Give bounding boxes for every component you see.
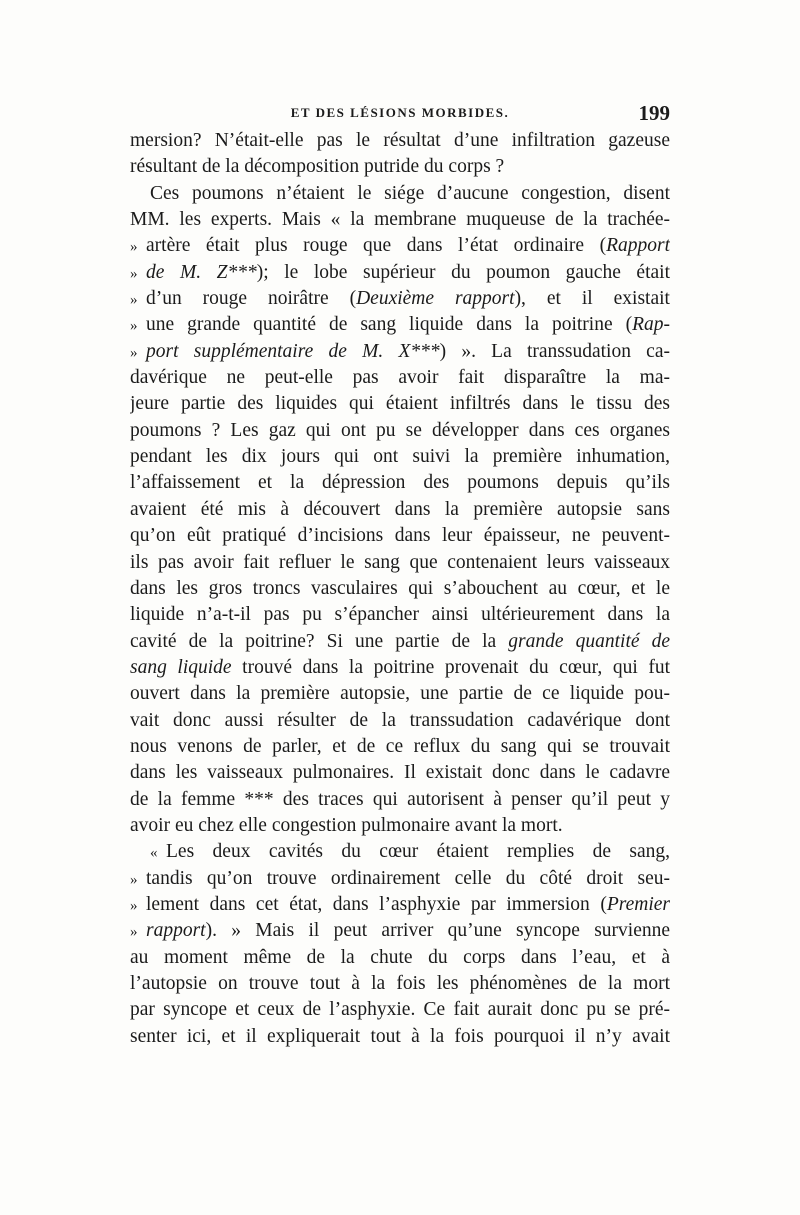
text-line: poumons ? Les gaz qui ont pu se développer dans ces organes [130,419,670,441]
running-header [130,101,670,125]
text-line: dans les gros troncs vasculaires qui s’abouchent au cœur, et le [130,577,670,599]
text-line: senter ici, et il expliquerait tout à la fois pourquoi il n’y avait [130,1025,670,1047]
body-text [130,128,670,1050]
text-line: » tandis qu’on trouve ordinairement celle du côté droit seu- [130,866,670,892]
quote-mark: » [130,318,138,335]
quote-mark: » [130,897,138,914]
text-line: » d’un rouge noirâtre (Deuxième rapport), et il existait [130,286,670,312]
text-line: Ces poumons n’étaient le siége d’aucune congestion, disent [150,182,670,204]
text-line: cavité de la poitrine? Si une partie de la grande quantité de [130,630,670,652]
text-line: résultant de la décomposition putride du corps ? [130,156,505,178]
text-line: sang liquide trouvé dans la poitrine provenait du cœur, qui fut [130,656,670,678]
text-line: avaient été mis à découvert dans la première autopsie sans [130,498,670,520]
quote-mark: » [130,344,138,361]
quote-mark: » [130,239,138,256]
quote-mark: » [130,871,138,888]
text-line: l’autopsie on trouve tout à la fois les phénomènes de la mort [130,973,670,994]
text-line: vait donc aussi résulter de la transsudation cadavérique dont [130,709,670,731]
text-line: avoir eu chez elle congestion pulmonaire avant la mort. [130,814,563,836]
text-line: de la femme *** des traces qui autorisent à penser qu’il peut y [130,788,670,810]
text-line: « Les deux cavités du cœur étaient remplies de sang, [130,839,670,865]
text-line: davérique ne peut-elle pas avoir fait disparaître la ma- [130,367,670,389]
text-line: jeure partie des liquides qui étaient infiltrés dans le tissu des [130,393,670,415]
text-line: » une grande quantité de sang liquide dans la poitrine (Rap- [130,312,670,338]
text-line: ils pas avoir fait refluer le sang que contenaient leurs vaisseaux [130,551,670,573]
text-line: au moment même de la chute du corps dans l’eau, et à [130,946,670,968]
text-line: pendant les dix jours qui ont suivi la première inhumation, [130,446,670,468]
text-line: l’affaissement et la dépression des poumons depuis qu’ils [130,472,670,494]
text-line: » rapport). » Mais il peut arriver qu’une syncope survienne [130,918,670,944]
text-line: » port supplémentaire de M. X***) ». La transsudation ca- [130,339,670,365]
text-line: nous venons de parler, et de ce reflux du sang qui se trouvait [130,735,670,757]
text-line: MM. les experts. Mais « la membrane muqueuse de la trachée- [130,209,670,231]
page-number: 199 [638,101,670,125]
text-line: » artère était plus rouge que dans l’état ordinaire (Rapport [130,233,670,259]
text-line: par syncope et ceux de l’asphyxie. Ce fait aurait donc pu se pré- [130,999,670,1021]
text-line: mersion? N’était-elle pas le résultat d’une infiltration gazeuse [130,130,670,151]
text-line: » de M. Z***); le lobe supérieur du poumon gauche était [130,260,670,286]
quote-mark: « [150,845,158,862]
quote-mark: » [130,265,138,282]
text-line: dans les vaisseaux pulmonaires. Il existait donc dans le cadavre [130,762,670,784]
text-line: ouvert dans la première autopsie, une partie de ce liquide pou- [130,683,670,705]
text-line: » lement dans cet état, dans l’asphyxie par immersion (Premier [130,892,670,918]
quote-mark: » [130,924,138,941]
text-line: liquide n’a-t-il pas pu s’épancher ainsi ultérieurement dans la [130,604,670,626]
running-title: ET DES LÉSIONS MORBIDES. [290,105,510,120]
text-line: qu’on eût pratiqué d’incisions dans leur épaisseur, ne peuvent- [130,525,670,547]
quote-mark: » [130,292,138,309]
